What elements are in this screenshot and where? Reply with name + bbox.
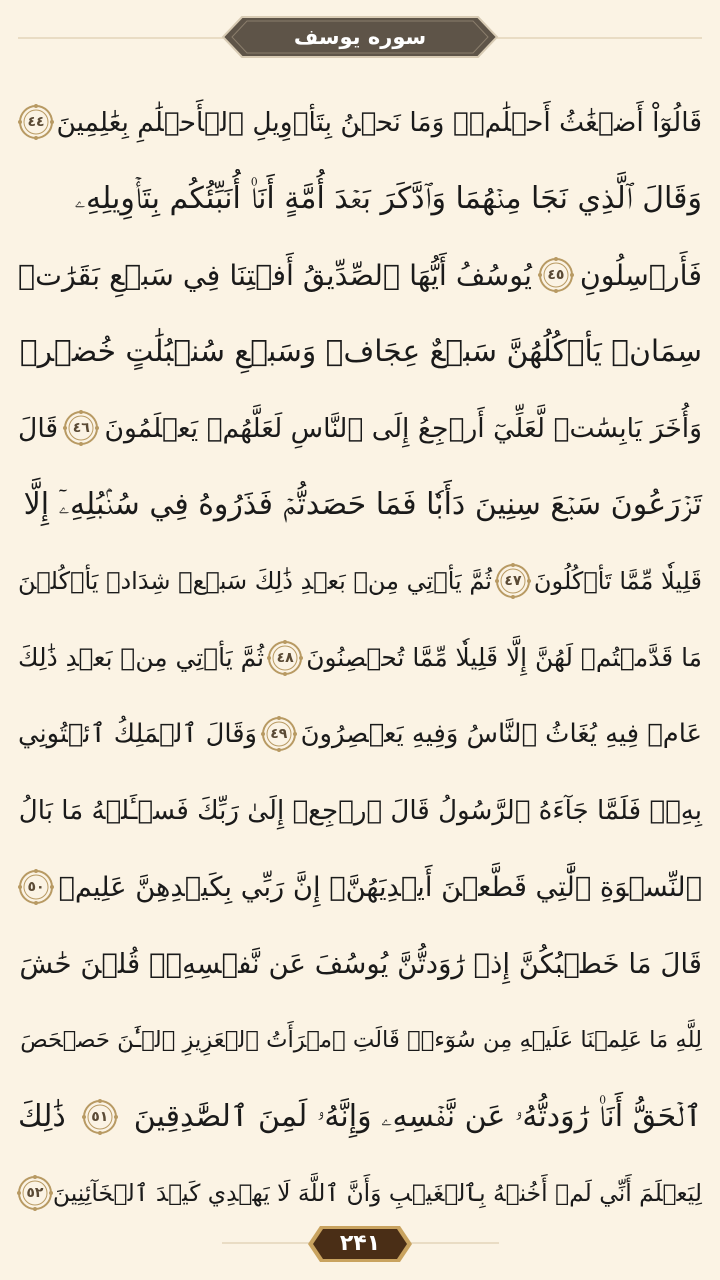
verse-text: قَالَ مَا خَطۡبُكُنَّ إِذۡ رَٰوَدتُّنَّ يُوسُفَ عَن نَّفۡسِهِۦۚ قُلۡنَ حَٰشَ [19,947,702,981]
ayah-number-marker [18,869,54,905]
quran-text-block [18,84,702,1232]
verse-text: سِمَانٖ يَأۡكُلُهُنَّ سَبۡعٌ عِجَافٞ وَسَبۡعِ سُنۢبُلَٰتٍ خُضۡرٖ [19,334,702,370]
ayah-number: ٤٤ [27,114,45,131]
verse-text: ثُمَّ يَأۡتِي مِنۢ بَعۡدِ ذَٰلِكَ سَبۡعٞ شِدَادٞ يَأۡكُلۡنَ [18,567,492,596]
ayah-number: ٥١ [91,1108,109,1125]
verse-text: قَالُوٓاْ أَضۡغَٰثُ أَحۡلَٰمٖۖ وَمَا نَحۡنُ بِتَأۡوِيلِ ٱلۡأَحۡلَٰمِ بِعَٰلِمِينَ [56,106,702,138]
text-line [18,467,702,544]
text-line [18,620,702,697]
header-rule-left [18,37,223,39]
verse-text: وَقَالَ ٱلَّذِي نَجَا مِنۡهُمَا وَٱدَّكَرَ بَعۡدَ أُمَّةٍ أَنَا۠ أُنَبِّئُكُم بِتَأۡوِيلِهِۦ [74,181,702,217]
ayah-number: ٤٨ [276,649,294,666]
text-line [18,237,702,314]
verse-text: ثُمَّ يَأۡتِي مِنۢ بَعۡدِ ذَٰلِكَ [18,643,265,673]
verse-text: يُوسُفُ أَيُّهَا ٱلصِّدِّيقُ أَفۡتِنَا فِي سَبۡعِ بَقَرَٰتٖ [18,258,532,292]
verse-text: ٱلۡحَقُّ أَنَا۠ رَٰوَدتُّهُۥ عَن نَّفۡسِهِۦ وَإِنَّهُۥ لَمِنَ ٱلصَّٰدِقِينَ [133,1099,702,1135]
ayah-number-marker [495,563,531,599]
ayah-number-marker [82,1099,118,1135]
verse-text: وَأُخَرَ يَابِسَٰتٖ لَّعَلِّيٓ أَرۡجِعُ إِلَى ٱلنَّاسِ لَعَلَّهُمۡ يَعۡلَمُونَ [104,412,702,444]
verse-text: قَلِيلٗا مِّمَّا تَأۡكُلُونَ [533,567,702,596]
verse-text: لِيَعۡلَمَ أَنِّي لَمۡ أَخُنۡهُ بِٱلۡغَيۡبِ وَأَنَّ ٱللَّهَ لَا يَهۡدِي كَيۡدَ ٱلۡخَآئِنِينَ [52,1179,702,1208]
text-line [18,773,702,850]
page-number-badge [306,1222,414,1266]
header-rule-right [497,37,702,39]
verse-text: ٱلنِّسۡوَةِ ٱلَّٰتِي قَطَّعۡنَ أَيۡدِيَهُنَّۚ إِنَّ رَبِّي بِكَيۡدِهِنَّ عَلِيمٞ [58,871,702,903]
sura-title-banner [220,14,500,60]
verse-text: مَا قَدَّمۡتُمۡ لَهُنَّ إِلَّا قَلِيلٗا مِّمَّا تُحۡصِنُونَ [306,643,702,673]
ayah-number: ٤٦ [72,420,90,437]
footer-rule-right [404,1242,499,1244]
ayah-number: ٤٧ [504,573,522,590]
text-line [18,926,702,1003]
ayah-number-marker [63,410,99,446]
sura-title: سوره یوسف [293,25,427,49]
text-line [18,1155,702,1232]
text-line [18,543,702,620]
ayah-number: ٥٠ [27,879,45,896]
verse-text: عَامٞ فِيهِ يُغَاثُ ٱلنَّاسُ وَفِيهِ يَعۡصِرُونَ [300,719,702,750]
page-number: ۲۴۱ [339,1231,381,1256]
ayah-number: ٤٥ [547,267,565,284]
verse-text: لِلَّهِ مَا عَلِمۡنَا عَلَيۡهِ مِن سُوٓءٖۚ قَالَتِ ٱمۡرَأَتُ ٱلۡعَزِيزِ ٱلۡـَٰٔنَ حَصۡحَصَ [20,1027,702,1054]
verse-text: قَالَ [18,412,59,444]
verse-text: بِهِۦۖ فَلَمَّا جَآءَهُ ٱلرَّسُولُ قَالَ ٱرۡجِعۡ إِلَىٰ رَبِّكَ فَسۡـَٔلۡهُ مَا بَالُ [18,795,702,826]
text-line [18,1002,702,1079]
text-line [18,390,702,467]
ayah-number-marker [18,104,54,140]
text-line [18,314,702,391]
verse-text: تَزۡرَعُونَ سَبۡعَ سِنِينَ دَأَبٗا فَمَا حَصَدتُّمۡ فَذَرُوهُ فِي سُنۢبُلِهِۦٓ إِلَّا [23,487,702,523]
ayah-number-marker [267,640,303,676]
verse-text: ذَٰلِكَ [18,1099,66,1135]
verse-text: وَقَالَ ٱلۡمَلِكُ ٱئۡتُونِي [18,719,258,750]
text-line [18,161,702,238]
footer-rule-left [222,1242,317,1244]
ayah-number: ٤٩ [270,726,288,743]
ayah-number-marker [538,257,574,293]
text-line [18,696,702,773]
ayah-number-marker [17,1175,53,1211]
ayah-number: ٥٢ [26,1185,44,1202]
text-line [18,1079,702,1156]
ayah-number-marker [261,716,297,752]
verse-text: فَأَرۡسِلُونِ [579,258,702,292]
text-line [18,849,702,926]
text-line [18,84,702,161]
